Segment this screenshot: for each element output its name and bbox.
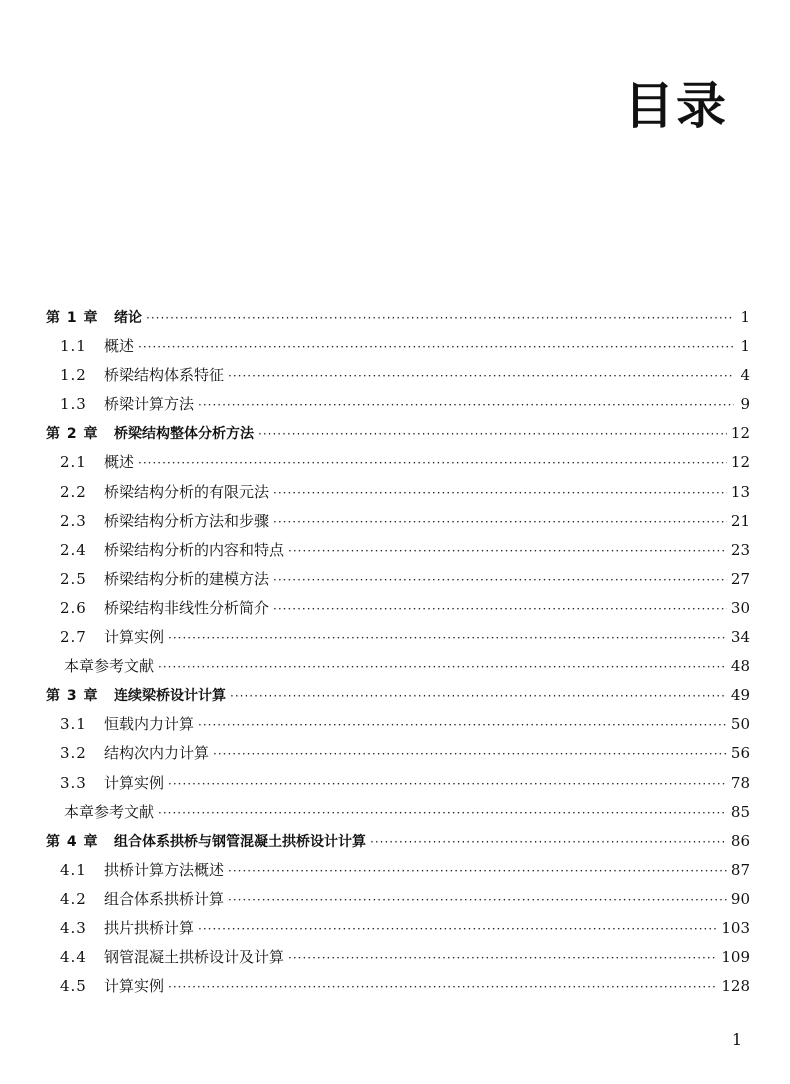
toc-section-3-2[interactable] <box>46 739 750 768</box>
toc-label: 桥梁结构分析的内容和特点 <box>104 540 285 559</box>
toc-number: 1.3 <box>60 395 87 414</box>
toc-number: 3.3 <box>60 773 87 792</box>
toc-page-number: 85 <box>730 802 750 821</box>
toc-number: 2.3 <box>60 511 87 530</box>
toc-number: 2.1 <box>60 453 87 472</box>
toc-number: 第 3 章 <box>46 688 99 705</box>
toc-chapter-4[interactable] <box>46 827 750 856</box>
toc-page-number: 21 <box>730 511 750 530</box>
toc-page-number: 56 <box>730 744 750 763</box>
toc-number: 4.3 <box>60 918 87 937</box>
toc-leader <box>370 828 727 857</box>
toc-section-2-3[interactable] <box>46 507 750 536</box>
toc-label: 恒载内力计算 <box>104 715 195 734</box>
toc-section-2-6[interactable] <box>46 594 750 623</box>
toc-label: 桥梁结构分析方法和步骤 <box>104 511 270 530</box>
toc-number: 2.2 <box>60 482 87 501</box>
toc-section-3-3[interactable] <box>46 769 750 798</box>
toc-number: 4.2 <box>60 889 87 908</box>
toc-section-4-2[interactable] <box>46 885 750 914</box>
toc-leader <box>288 536 727 566</box>
toc-label: 本章参考文献 <box>64 657 155 676</box>
toc-section-2-2[interactable] <box>46 478 750 507</box>
toc-label: 组合体系拱桥计算 <box>104 889 225 908</box>
toc-page-number: 1 <box>740 308 750 326</box>
toc-leader <box>168 972 717 1002</box>
toc-leader <box>146 304 734 333</box>
toc-label: 结构次内力计算 <box>104 744 210 763</box>
toc-page-number: 48 <box>730 657 750 676</box>
toc-leader <box>273 478 727 508</box>
toc-leader <box>228 885 727 915</box>
toc-section-2-5[interactable] <box>46 565 750 594</box>
toc-leader <box>228 856 727 886</box>
toc-page-number: 78 <box>730 773 750 792</box>
toc-references-3[interactable] <box>46 798 750 827</box>
toc-page-number: 23 <box>730 540 750 559</box>
toc-leader <box>138 332 734 362</box>
toc-page-number: 12 <box>730 424 750 443</box>
toc-leader <box>198 390 734 420</box>
toc-label: 钢管混凝土拱桥设计及计算 <box>104 948 285 967</box>
toc-number: 3.1 <box>60 715 87 734</box>
toc-section-4-3[interactable] <box>46 914 750 943</box>
toc-label: 计算实例 <box>104 773 165 792</box>
toc-chapter-2[interactable] <box>46 419 750 448</box>
toc-leader <box>273 594 727 624</box>
toc-page-number: 90 <box>730 889 750 908</box>
toc-label: 桥梁计算方法 <box>104 395 195 414</box>
toc-section-1-1[interactable] <box>46 332 750 361</box>
toc-leader <box>198 710 727 740</box>
toc-number: 第 1 章 <box>46 310 99 326</box>
toc-page-number: 34 <box>730 628 750 647</box>
toc-section-2-4[interactable] <box>46 536 750 565</box>
toc-number: 4.5 <box>60 977 87 996</box>
toc-label: 拱片拱桥计算 <box>104 918 195 937</box>
toc-leader <box>168 769 727 799</box>
toc-number: 3.2 <box>60 744 87 763</box>
toc-label: 拱桥计算方法概述 <box>104 860 225 879</box>
page-number-footer: 1 <box>731 1030 742 1049</box>
toc-page-number: 12 <box>730 453 750 472</box>
toc-number: 4.1 <box>60 860 87 879</box>
page-title: 目录 <box>624 77 728 135</box>
toc-section-1-3[interactable] <box>46 390 750 419</box>
toc-leader <box>213 739 727 769</box>
toc-section-4-4[interactable] <box>46 943 750 972</box>
toc-number: 第 2 章 <box>46 426 99 443</box>
table-of-contents <box>46 303 750 1001</box>
toc-label: 计算实例 <box>104 628 165 647</box>
toc-chapter-3[interactable] <box>46 681 750 710</box>
toc-label: 绪论 <box>114 310 142 326</box>
toc-label: 桥梁结构分析的有限元法 <box>104 482 270 501</box>
toc-label: 计算实例 <box>104 977 165 996</box>
toc-number: 2.5 <box>60 569 87 588</box>
toc-number: 1.2 <box>60 366 87 385</box>
toc-leader <box>230 682 727 711</box>
toc-page-number: 13 <box>730 482 750 501</box>
toc-leader <box>198 914 717 944</box>
toc-leader <box>158 798 727 828</box>
toc-page-number: 27 <box>730 569 750 588</box>
toc-number: 2.7 <box>60 628 87 647</box>
toc-page-number: 9 <box>740 395 750 414</box>
toc-label: 组合体系拱桥与钢管混凝土拱桥设计计算 <box>114 833 366 850</box>
toc-leader <box>158 652 727 682</box>
toc-section-4-5[interactable] <box>46 972 750 1001</box>
toc-leader <box>228 361 734 391</box>
toc-number: 2.6 <box>60 598 87 617</box>
toc-number: 4.4 <box>60 948 87 967</box>
toc-section-2-7[interactable] <box>46 623 750 652</box>
toc-page-number: 4 <box>740 366 750 385</box>
toc-page-number: 128 <box>721 977 750 996</box>
toc-page-number: 49 <box>730 686 750 705</box>
toc-leader <box>288 943 717 973</box>
toc-page-number: 86 <box>730 831 750 850</box>
toc-leader <box>273 565 727 595</box>
toc-label: 桥梁结构体系特征 <box>104 366 225 385</box>
toc-label: 桥梁结构非线性分析简介 <box>104 598 270 617</box>
toc-leader <box>258 420 727 449</box>
toc-leader <box>273 507 727 537</box>
toc-chapter-1[interactable] <box>46 303 750 332</box>
toc-label: 桥梁结构整体分析方法 <box>114 426 254 443</box>
toc-leader <box>138 448 727 478</box>
toc-references-2[interactable] <box>46 652 750 681</box>
toc-label: 本章参考文献 <box>64 802 155 821</box>
toc-label: 桥梁结构分析的建模方法 <box>104 569 270 588</box>
toc-leader <box>168 623 727 653</box>
toc-page-number: 103 <box>721 918 750 937</box>
toc-page-number: 1 <box>740 337 750 356</box>
toc-page-number: 30 <box>730 598 750 617</box>
toc-number: 2.4 <box>60 540 87 559</box>
toc-page-number: 109 <box>721 948 750 967</box>
toc-page-number: 87 <box>730 860 750 879</box>
toc-number: 第 4 章 <box>46 833 99 850</box>
toc-number: 1.1 <box>60 337 87 356</box>
toc-section-2-1[interactable] <box>46 448 750 477</box>
toc-label: 概述 <box>104 453 135 472</box>
toc-section-3-1[interactable] <box>46 710 750 739</box>
toc-label: 概述 <box>104 337 135 356</box>
toc-label: 连续梁桥设计计算 <box>114 688 226 705</box>
toc-page-number: 50 <box>730 715 750 734</box>
toc-section-4-1[interactable] <box>46 856 750 885</box>
toc-section-1-2[interactable] <box>46 361 750 390</box>
